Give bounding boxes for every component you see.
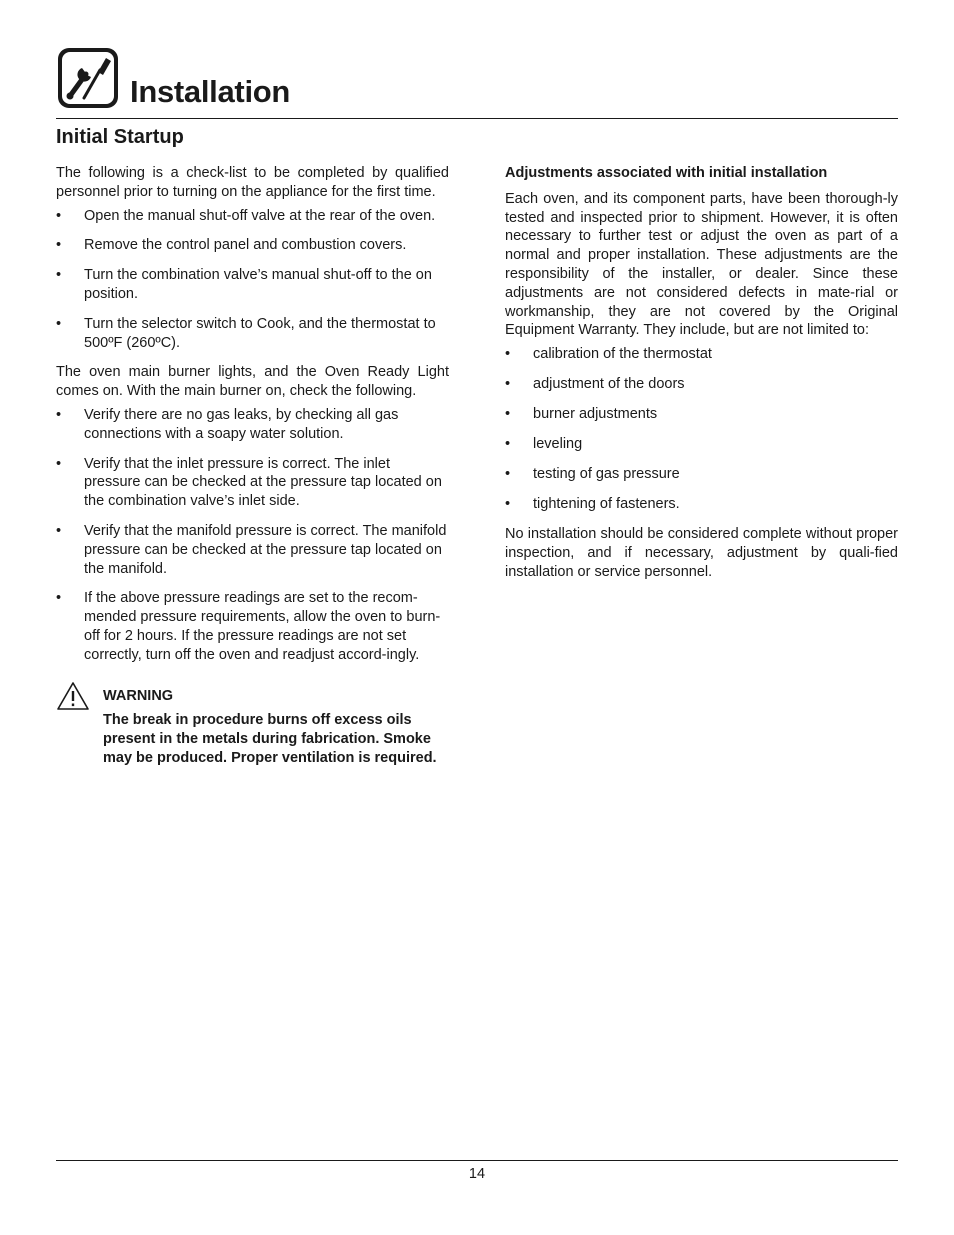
list-item: • If the above pressure readings are set to the recom-mended pressure requirements, allow the oven to burn-off for 2 hours. If the pressure readings are not set correctly, turn off the oven and readjust accord-ingly.	[56, 590, 441, 663]
completion-paragraph: No installation should be considered complete without proper inspection, and if necessary, adjustment by quali-fied installation or service personnel.	[505, 526, 898, 580]
burner-paragraph: The oven main burner lights, and the Oven Ready Light comes on. With the main burner on, check the following.	[56, 364, 449, 400]
bullet: •	[56, 267, 62, 284]
warning-box	[56, 687, 449, 768]
left-column	[56, 164, 449, 768]
page-number: 14	[468, 1166, 486, 1182]
adjustments-paragraph: Each oven, and its component parts, have been thorough-ly tested and inspected prior to shipment. However, it is often necessary to further test or adjust the oven as part of a normal and proper installation. These adjustments are the responsibility of the installer, or dealer. Since these adjustments are not considered defects in mate-rial or workmanship, they are not covered by the Original Equipment Warranty. They include, but are not limited to:	[505, 190, 898, 339]
startup-checklist	[56, 207, 449, 353]
list-item: • calibration of the thermostat	[505, 346, 712, 363]
bullet: •	[56, 207, 62, 224]
list-item: • tightening of fasteners.	[505, 496, 680, 513]
tools-icon	[56, 46, 120, 110]
warning-label: WARNING	[103, 687, 174, 704]
footer-divider	[56, 1160, 898, 1161]
list-item: • Open the manual shut-off valve at the rear of the oven.	[56, 207, 436, 224]
bullet: •	[505, 376, 511, 393]
intro-paragraph: The following is a check-list to be completed by qualified personnel prior to turning on the appliance for the first time.	[56, 165, 449, 200]
bullet: •	[505, 406, 511, 423]
adjustments-heading: Adjustments associated with initial installation	[505, 165, 828, 181]
bullet: •	[505, 496, 511, 513]
bullet: •	[505, 346, 511, 363]
list-item: • testing of gas pressure	[505, 466, 680, 483]
section-title: Initial Startup	[56, 126, 184, 148]
bullet: •	[56, 522, 62, 539]
bullet: •	[56, 237, 62, 254]
warning-icon	[56, 681, 90, 711]
bullet: •	[505, 466, 511, 483]
warning-text: The break in procedure burns off excess oils present in the metals during fabrication. Smoke may be produced. Proper ventilation is required.	[103, 712, 437, 766]
bullet: •	[56, 315, 62, 332]
list-item: • leveling	[505, 436, 583, 453]
bullet: •	[56, 455, 62, 472]
right-column	[505, 164, 898, 586]
bullet: •	[56, 590, 62, 607]
list-item: • adjustment of the doors	[505, 376, 685, 393]
adjustments-list	[505, 345, 898, 514]
list-item: • Verify that the manifold pressure is correct. The manifold pressure can be checked at the pressure tap located on the manifold.	[56, 522, 447, 577]
list-item: • Turn the combination valve’s manual shut-off to the on position.	[56, 267, 432, 302]
list-item: • Verify there are no gas leaks, by checking all gas connections with a soapy water solution.	[56, 406, 399, 442]
bullet: •	[56, 406, 62, 423]
page-header	[56, 46, 898, 119]
list-item: • Verify that the inlet pressure is correct. The inlet pressure can be checked at the pressure tap located on the combination valve’s inlet side.	[56, 455, 442, 510]
list-item: • Remove the control panel and combustion covers.	[56, 237, 407, 254]
verification-checklist	[56, 406, 449, 665]
list-item: • burner adjustments	[505, 406, 658, 423]
list-item: • Turn the selector switch to Cook, and the thermostat to 500ºF (260ºC).	[56, 315, 436, 351]
page-title: Installation	[130, 74, 291, 109]
bullet: •	[505, 436, 511, 453]
